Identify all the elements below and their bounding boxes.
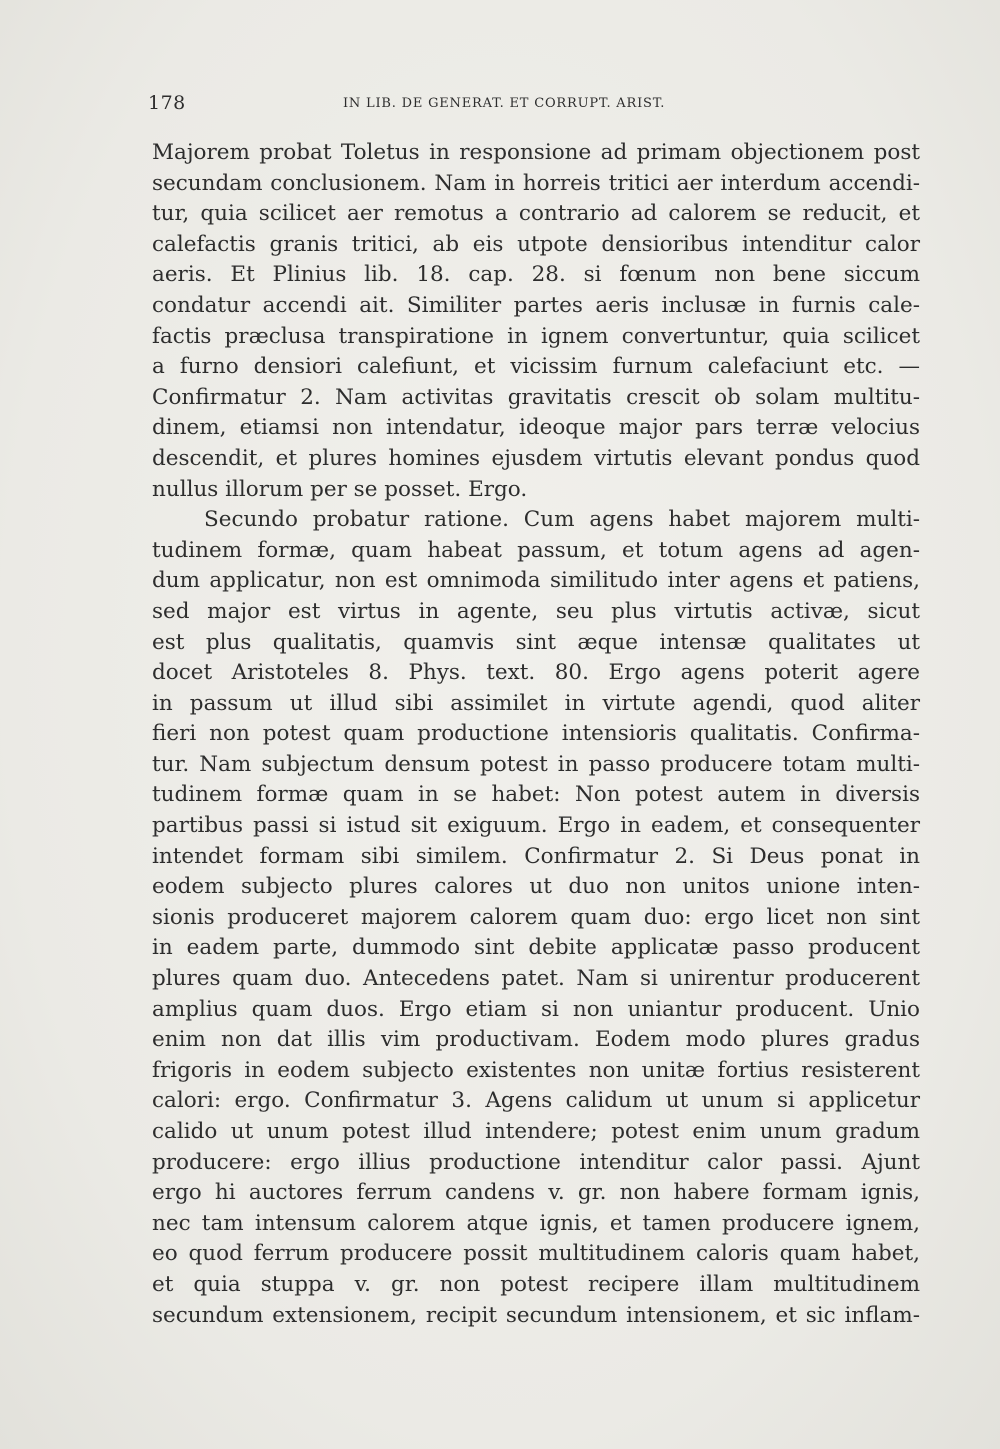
text-line: dinem, etiamsi non intendatur, ideoque major pars terræ velocius	[152, 415, 920, 441]
text-line: docet Aristoteles 8. Phys. text. 80. Ergo agens poterit agere	[152, 660, 920, 686]
text-line: tur, quia scilicet aer remotus a contrario ad calorem se reducit, et	[152, 201, 920, 227]
text-line: intendet formam sibi similem. Confirmatur 2. Si Deus ponat in	[152, 843, 920, 869]
page-header	[148, 92, 918, 118]
text-line: Majorem probat Toletus in responsione ad primam objectionem post	[152, 140, 920, 165]
text-line: producere: ergo illius productione intenditur calor passi. Ajunt	[152, 1149, 920, 1175]
text-line: plures quam duo. Antecedens patet. Nam si unirentur producerent	[152, 966, 920, 992]
text-line: enim non dat illis vim productivam. Eodem modo plures gradus	[152, 1027, 920, 1053]
text-line: nec tam intensum calorem atque ignis, et tamen producere ignem,	[152, 1210, 920, 1236]
text-line: nullus illorum per se posset. Ergo.	[152, 476, 528, 502]
text-line: calefactis granis tritici, ab eis utpote densioribus intenditur calor	[152, 231, 920, 257]
text-line: aeris. Et Plinius lib. 18. cap. 28. si fœnum non bene siccum	[152, 262, 920, 288]
text-line: est plus qualitatis, quamvis sint æque intensæ qualitates ut	[152, 629, 920, 655]
body-text	[152, 138, 920, 1331]
text-line: dum applicatur, non est omnimoda similitudo inter agens et patiens,	[152, 568, 920, 594]
page-number: 178	[148, 92, 186, 114]
text-line: tudinem formæ, quam habeat passum, et totum agens ad agen-	[152, 537, 920, 563]
text-line: in eadem parte, dummodo sint debite applicatæ passo producent	[152, 935, 920, 961]
text-line: sed major est virtus in agente, seu plus virtutis activæ, sicut	[152, 598, 920, 624]
text-line: amplius quam duos. Ergo etiam si non uniantur producent. Unio	[152, 996, 920, 1022]
text-line: descendit, et plures homines ejusdem virtutis elevant pondus quod	[152, 445, 920, 471]
text-line: secundam conclusionem. Nam in horreis tritici aer interdum accendi-	[152, 170, 920, 196]
text-line: secundum extensionem, recipit secundum intensionem, et sic inflam-	[152, 1302, 920, 1328]
text-line: partibus passi si istud sit exiguum. Ergo in eadem, et consequenter	[152, 813, 920, 839]
text-line: Confirmatur 2. Nam activitas gravitatis crescit ob solam multitu-	[152, 384, 920, 410]
text-line: tur. Nam subjectum densum potest in passo producere totam multi-	[152, 751, 920, 777]
text-line: eodem subjecto plures calores ut duo non unitos unione inten-	[152, 874, 920, 900]
text-line: ergo hi auctores ferrum candens v. gr. non habere formam ignis,	[152, 1180, 920, 1206]
text-line: calido ut unum potest illud intendere; potest enim unum gradum	[152, 1119, 920, 1144]
text-line: calori: ergo. Confirmatur 3. Agens calidum ut unum si applicetur	[152, 1088, 920, 1114]
text-line: eo quod ferrum producere possit multitudinem caloris quam habet,	[152, 1241, 920, 1267]
text-line: condatur accendi ait. Similiter partes aeris inclusæ in furnis cale-	[152, 292, 920, 318]
text-line: Secundo probatur ratione. Cum agens habet majorem multi-	[204, 507, 920, 533]
text-line: fieri non potest quam productione intensioris qualitatis. Confirma-	[152, 721, 920, 747]
text-line: sionis produceret majorem calorem quam duo: ergo licet non sint	[152, 904, 920, 930]
text-line: in passum ut illud sibi assimilet in virtute agendi, quod aliter	[152, 690, 920, 716]
text-line: a furno densiori calefiunt, et vicissim furnum calefaciunt etc. —	[152, 354, 920, 380]
text-line: tudinem formæ quam in se habet: Non potest autem in diversis	[152, 782, 920, 808]
text-line: et quia stuppa v. gr. non potest recipere illam multitudinem	[152, 1271, 920, 1297]
running-head: IN LIB. DE GENERAT. ET CORRUPT. ARIST.	[343, 96, 666, 111]
text-line: factis præclusa transpiratione in ignem convertuntur, quia scilicet	[152, 323, 920, 349]
text-line: frigoris in eodem subjecto existentes non unitæ fortius resisterent	[152, 1057, 920, 1083]
